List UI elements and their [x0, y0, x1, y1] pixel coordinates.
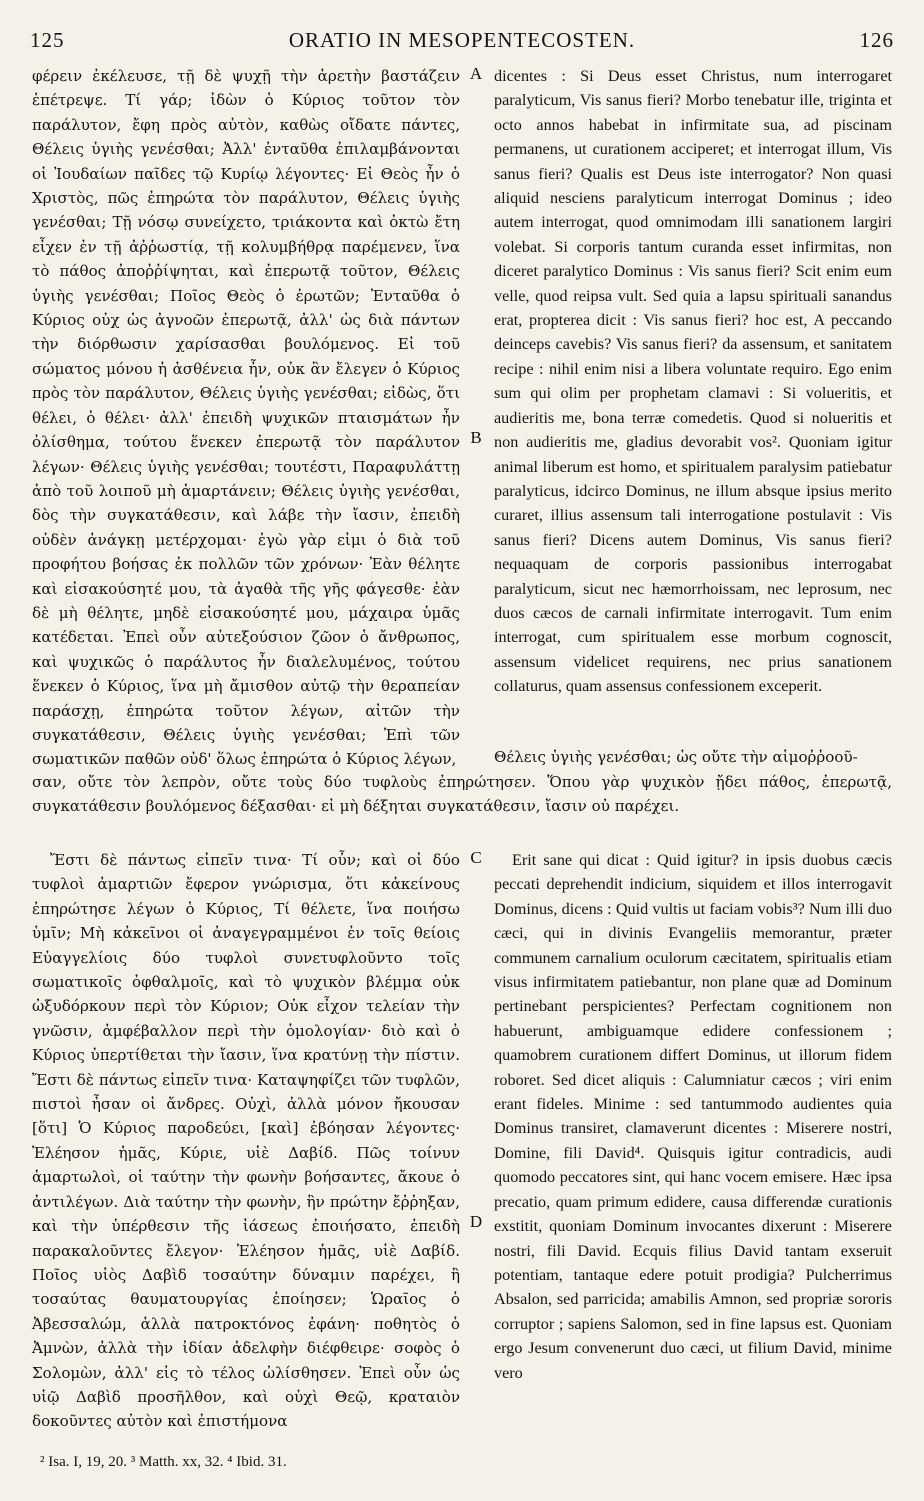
page-number-left: 125: [30, 28, 65, 52]
latin-span-start: Θέλεις ὑγιὴς γενέσθαι; ὡς οὔτε τὴν αἱμοῤῥοοῦ-: [494, 748, 858, 766]
running-title: ORATIO IN MESOPENTECOSTEN.: [288, 28, 636, 52]
latin-column-top: [494, 64, 892, 744]
greek-column-bottom: [32, 848, 460, 1438]
latin-column-bottom: [494, 848, 892, 1438]
marker-d: D: [469, 1212, 483, 1231]
marker-a: A: [469, 64, 483, 83]
greek-span-end: σαν, οὔτε τὸν λεπρὸν, οὔτε τοὺς δύο τυφλοὺς ἐπηρώτησεν. Ὅπου γὰρ ψυχικὸν ᾔδει πάθος, ἐπερωτᾷ, συγκατάθεσιν βουλόμενος δέξασθαι· εἰ μὴ δέξηται συγκατάθεσιν, ἴασιν οὐ παρέχει.: [32, 773, 892, 816]
latin-span-start-line: [494, 745, 892, 769]
marker-c: C: [470, 848, 482, 867]
page-header: [30, 28, 894, 54]
greek-column-top: [32, 64, 460, 769]
full-width-span: [32, 770, 892, 819]
page-number-right: 126: [859, 28, 894, 52]
greek-paragraph-1: φέρειν ἐκέλευσε, τῇ δὲ ψυχῇ τὴν ἀρετὴν βαστάζειν ἐπέτρεψε. Τί γάρ; ἰδὼν ὁ Κύριος τοῦτον τὸν παράλυτον, ἔφη πρὸς αὐτὸν, καθὼς οἴδατε πάντες, Θέλεις ὑγιὴς γενέσθαι; Ἀλλ' ἐνταῦθα ἐπιλαμβάνονται οἱ Ἰουδαίων παῖδες τῷ Κυρίῳ λέγοντες· Εἰ Θεὸς ἦν ὁ Χριστὸς, πῶς ἐπηρώτα τὸν παράλυτον, Θέλεις ὑγιὴς γενέσθαι; Τῇ νόσῳ συνείχετο, τριάκοντα καὶ ὀκτὼ ἔτη εἶχεν ἐν τῇ ἀῤῥωστίᾳ, τῇ κολυμβήθρᾳ παρέμενεν, ἵνα τὸ πάθος ἀποῤῥίψηται, καὶ ἐπερωτᾷ τοῦτον, Θέλεις ὑγιὴς γενέσθαι; Ποῖος Θεὸς ὁ ἐρωτῶν; Ἐνταῦθα ὁ Κύριος οὐχ ὡς ἀγνοῶν ἐπερωτᾷ, ἀλλ' ὡς διὰ πάντων τὴν διόρθωσιν χαρίσασθαι βουλόμενος. Εἰ τοῦ σώματος μόνου ἡ ἀσθένεια ἦν, οὐκ ἂν ἔλεγεν ὁ Κύριος πρὸς τὸν παράλυτον, Θέλεις ὑγιὴς γενέσθαι; εἰδὼς, ὅτι θέλει, ὁ θέλει· ἀλλ' ἐπειδὴ ψυχικῶν πταισμάτων ἦν ὀλίσθημα, τούτου ἕνεκεν ἐπερωτᾷ τὸν παράλυτον λέγων· Θέλεις ὑγιὴς γενέσθαι; τουτέστι, Παραφυλάττῃ ἀπὸ τοῦ λοιποῦ μὴ ἁμαρτάνειν; Θέλεις ὑγιὴς γενέσθαι, δὸς τὴν συγκατάθεσιν, καὶ λάβε τὴν ἴασιν, ἐπειδὴ οὐδὲν ἀνάγκῃ μετέρχομαι· ἐγὼ γὰρ εἰμι ὁ διὰ τοῦ προφήτου βοήσας ἐκ πολλῶν τῶν χρόνων· Ἐὰν θέλητε καὶ εἰσακούσητέ μου, τὰ ἀγαθὰ τῆς γῆς φάγεσθε· ἐὰν δὲ μὴ θέλητε, μηδὲ εἰσακούσητέ μου, μάχαιρα ὑμᾶς κατέδεται. Ἐπεὶ οὖν αὐτεξούσιον ζῶον ὁ ἄνθρωπος, καὶ ψυχικῶς ὁ παράλυτος ἦν διαλελυμένος, τούτου ἕνεκεν ὁ Κύριος, ἵνα μὴ ἄμισθον αὐτῷ τὴν θεραπείαν παράσχῃ, ἐπηρώτα τοῦτον λέγων, αἰτῶν τὴν συγκατάθεσιν, Θέλεις ὑγιὴς γενέσθαι; Ἐπὶ τῶν σωματικῶν παθῶν οὐδ' ὅλως ἐπηρώτα ὁ Κύριος λέγων,: [32, 67, 460, 769]
latin-paragraph-1: dicentes : Si Deus esset Christus, num interrogaret paralyticum, Vis sanus fieri? Morbo tenebatur ille, triginta et octo annos habebat in infirmitate sua, ad piscinam permanens, ut curationem acciperet; et interrogat illum, Vis sanus fieri? Qualis est Deus iste interrogator? Non quasi aliquid nesciens paralyticum interrogat Dominus ; ideo autem interrogat, quod omnimodam illi sanationem largiri volebat. Si corporis tantum curanda esset infirmitas, non diceret paralytico Dominus : Vis sanus fieri? Scit enim eum velle, quod reipsa vult. Sed quia a lapsu spirituali sanandus erat, propterea dicit : Vis sanus fieri? hoc est, A peccando deinceps cavebis? Vis sanus fieri? da assensum, et sanitatem recipe : nihil enim nisi a libera voluntate requiro. Ego enim sum qui olim per prophetam clamavi : Si volueritis, et audieritis me, bona terræ comedetis. Quod si nolueritis et non audieritis me, gladius devorabit vos². Quoniam igitur animal liberum est homo, et spiritualem paralysim patiebatur paralyticus, idcirco Dominus, ne illum absque ipsius merito curaret, illius assensum tali interrogatione postulavit : Vis sanus fieri? Dicens autem Dominus, Vis sanus fieri? nequaquam de corporis passionibus interrogabat paralyticum, sicut nec hæmorrhoissam, nec leprosum, nec duos cæcos de carnali infirmitate interrogavit. Tum enim interrogat, cum spiritualem esse morbum cognoscit, assensum videlicet requirens, nec prius sanationem collaturus, quam assensus confessionem exceperit.: [494, 67, 892, 696]
greek-paragraph-2: Ἔστι δὲ πάντως εἰπεῖν τινα· Τί οὖν; καὶ οἱ δύο τυφλοὶ ἁμαρτιῶν ἔφερον γνώρισμα, ὅτι κἀκείνους ἐπηρώτησε λέγων ὁ Κύριος, Τί θέλετε, ἵνα ποιήσω ὑμῖν; Μὴ κἀκεῖνοι οἱ ἀναγεγραμμένοι ἐν τοῖς θείοις Εὐαγγελίοις δύο τυφλοὶ συνετυφλοῦντο τοῖς σωματικοῖς ὀφθαλμοῖς, καὶ τὸ ψυχικὸν βλέμμα οὐκ ὠξυδόρκουν περὶ τὸν Κύριον; Οὐκ εἶχον τελείαν τὴν γνῶσιν, ἀμφέβαλλον περὶ τὴν ὁμολογίαν· διὸ καὶ ὁ Κύριος ὑπερτίθεται τὴν ἴασιν, ἵνα κρατύνῃ τὴν πίστιν. Ἔστι δὲ πάντως εἰπεῖν τινα· Καταψηφίζει τῶν τυφλῶν, πιστοὶ ἦσαν οἱ ἄνδρες. Οὐχὶ, ἀλλὰ μόνον ἤκουσαν [ὅτι] Ὁ Κύριος παροδεύει, [καὶ] ἐβόησαν λέγοντες· Ἐλέησον ἡμᾶς, Κύριε, υἱὲ Δαβίδ. Πῶς τοίνυν ἁμαρτωλοὶ, οἱ ταύτην τὴν φωνὴν βοήσαντες, ἄκουε ὁ ἀντιλέγων. Διὰ ταύτην τὴν φωνὴν, ἣν πρώτην ἔῤῥηξαν, καὶ τὴν ὑπέρθεσιν τῆς ἰάσεως ἐποιήσατο, ἐπειδὴ παρακαλοῦντες ἔλεγον· Ἐλέησον ἡμᾶς, υἱὲ Δαβίδ. Ποῖος υἱὸς Δαβὶδ τοσαύτην δύναμιν παρέχει, ἢ τοσαύτας θαυματουργίας ἐποίησεν; Ὡραῖος ὁ Ἀβεσσαλώμ, ἀλλὰ πατροκτόνος ἐφάνη· ποθητὸς ὁ Ἀμνὼν, ἀλλὰ τὴν ἰδίαν ἀδελφὴν διέφθειρε· σοφὸς ὁ Σολομὼν, ἀλλ' εἰς τὸ τέλος ὠλίσθησεν. Ἐπεὶ οὖν ὡς υἱῷ Δαβὶδ προσῆλθον, καὶ οὐχὶ Θεῷ, κραταιὸν δοκοῦντες αὐτὸν καὶ ἐπιστήμονα: [32, 851, 460, 1431]
marker-b: B: [470, 428, 482, 447]
footnotes: ² Isa. I, 19, 20. ³ Matth. xx, 32. ⁴ Ibid. 31.: [40, 1454, 287, 1470]
latin-paragraph-2: Erit sane qui dicat : Quid igitur? in ipsis duobus cæcis peccati deprehendit indicium, siquidem et illos interrogavit Dominus, dicens : Quid vultis ut faciam vobis³? Num illi duo cæci, qui in divinis Evangeliis memorantur, præter communem carnalium oculorum cæcitatem, spiritualis etiam visus infirmitatem patiebantur, non plane quæ ad Dominum pertinebant perspicientes? Perfectam cognitionem non habuerunt, ambiguamque edidere confessionem ; quamobrem curationem differt Dominus, ut illorum fidem roboret. Sed dicet aliquis : Calumniatur cæcos ; viri enim erant fideles. Minime : sed tantummodo audientes quia Dominus transiret, clamaverunt dicentes : Miserere nostri, Domine, fili David⁴. Quisquis igitur contradicis, audi quomodo peccatores sint, qui hanc vocem emisere. Hæc ipsa precatio, quam primum edidere, causa differendæ curationis exstitit, quoniam Dominum invocantes dixerunt : Miserere nostri, fili David. Ecquis filius David tantam exseruit potentiam, tantaque edere potuit prodigia? Pulcherrimus Absalon, sed parricida; amabilis Amnon, sed propriæ sororis corruptor ; sapiens Salomon, sed in fine lapsus est. Quoniam ergo Jesum convenerunt duo cæci, ut filium David, minime vero: [494, 851, 892, 1382]
